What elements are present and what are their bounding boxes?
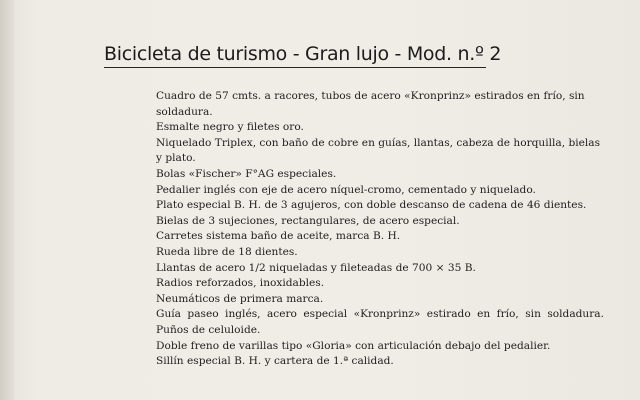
spec-item-plating: Niquelado Triplex, con baño de cobre en guías, llantas, cabeza de horquilla, bielas y plato. — [156, 136, 601, 165]
spec-item-paint: Esmalte negro y filetes oro. — [156, 121, 304, 134]
spec-list — [156, 89, 604, 370]
spec-item-saddle: Sillín especial B. H. y cartera de 1.ª calidad. — [156, 355, 394, 368]
spec-item-chainring: Plato especial B. H. de 3 agujeros, con doble descanso de cadena de 46 dientes. — [156, 199, 587, 212]
page-title: Bicicleta de turismo - Gran lujo - Mod. n.º 2 — [104, 43, 502, 65]
spec-item-bottom-bracket: Pedalier inglés con eje de acero níquel-cromo, cementado y niquelado. — [156, 183, 536, 196]
spec-item-rims: Llantas de acero 1/2 niqueladas y fileteadas de 700 × 35 B. — [156, 261, 476, 274]
spec-item-hubs: Carretes sistema baño de aceite, marca B. H. — [156, 230, 401, 243]
spec-item-cranks: Bielas de 3 sujeciones, rectangulares, de acero especial. — [156, 214, 460, 227]
spec-item-handlebar: Guía paseo inglés, acero especial «Kronprinz» estirado en frío, sin soldadura. Puños de celuloide. — [156, 308, 604, 336]
spec-item-freewheel: Rueda libre de 18 dientes. — [156, 245, 298, 258]
spec-item-brakes: Doble freno de varillas tipo «Gloria» con articulación debajo del pedalier. — [156, 339, 551, 352]
spec-item-frame: Cuadro de 57 cmts. a racores, tubos de acero «Kronprinz» estirados en frío, sin soldadura. — [156, 90, 585, 118]
title-underline — [104, 67, 486, 68]
spec-item-bearings: Bolas «Fischer» F°AG especiales. — [156, 167, 337, 180]
page-spine-shadow — [0, 0, 14, 400]
spec-item-tyres: Neumáticos de primera marca. — [156, 292, 324, 305]
spec-item-spokes: Radios reforzados, inoxidables. — [156, 277, 325, 290]
